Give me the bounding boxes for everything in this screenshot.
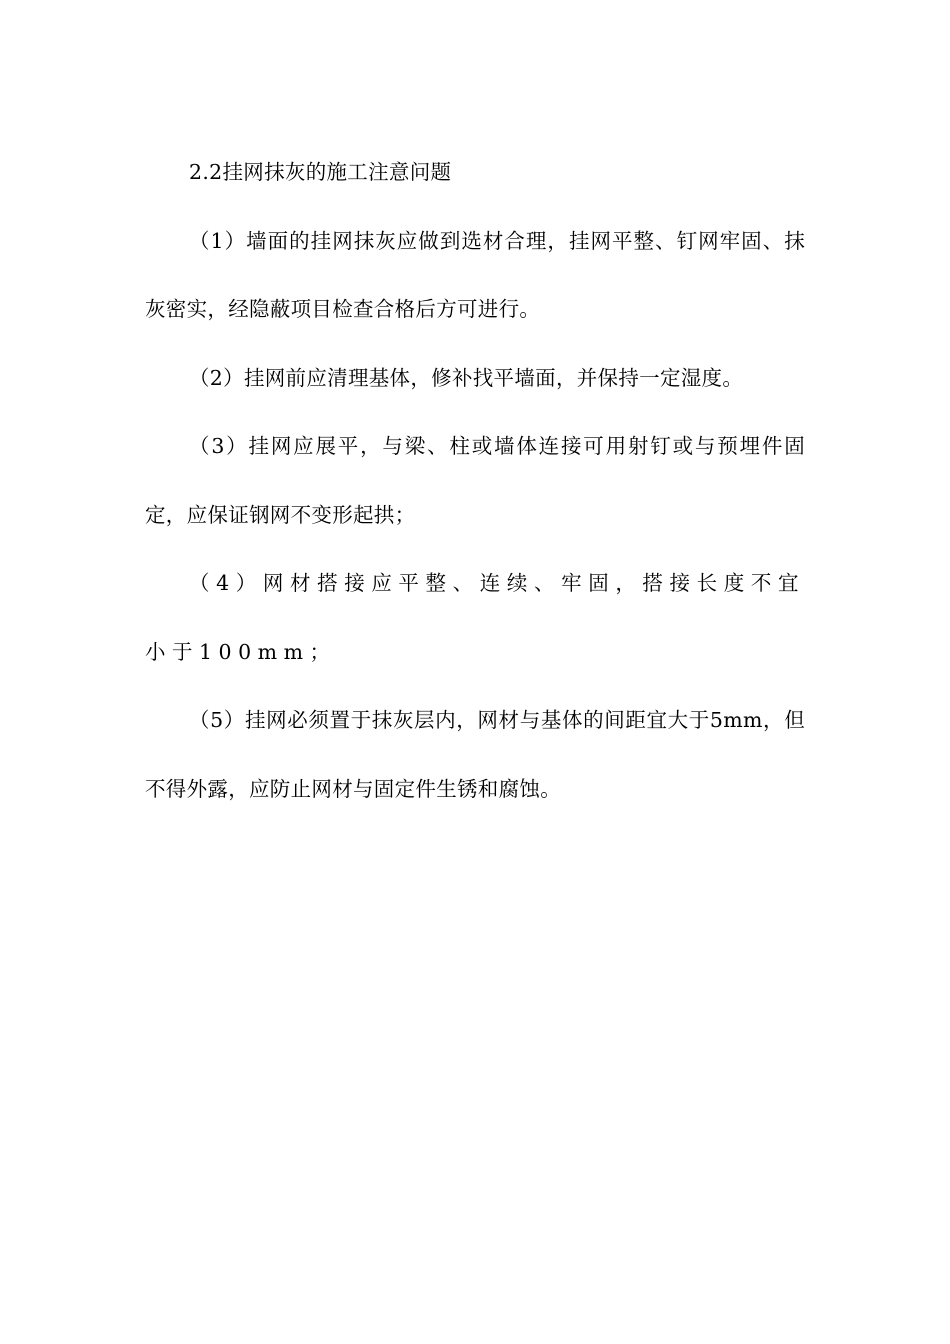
section-heading: 2.2挂网抹灰的施工注意问题 — [189, 160, 452, 184]
paragraph-5: （5）挂网必须置于抹灰层内，网材与基体的间距宜大于5mm，但不得外露，应防止网材与固定件生锈和腐蚀。 — [145, 708, 805, 801]
paragraph-3: （3）挂网应展平，与梁、柱或墙体连接可用射钉或与预埋件固定，应保证钢网不变形起拱； — [145, 434, 805, 527]
paragraph-1: （1）墙面的挂网抹灰应做到选材合理，挂网平整、钉网牢固、抹灰密实，经隐蔽项目检查合格后方可进行。 — [145, 228, 805, 321]
document-body — [145, 138, 805, 823]
paragraph-4: （4）网材搭接应平整、连续、牢固，搭接长度不宜小于100mm； — [145, 571, 805, 664]
paragraph-2: （2）挂网前应清理基体，修补找平墙面，并保持一定湿度。 — [189, 365, 744, 390]
